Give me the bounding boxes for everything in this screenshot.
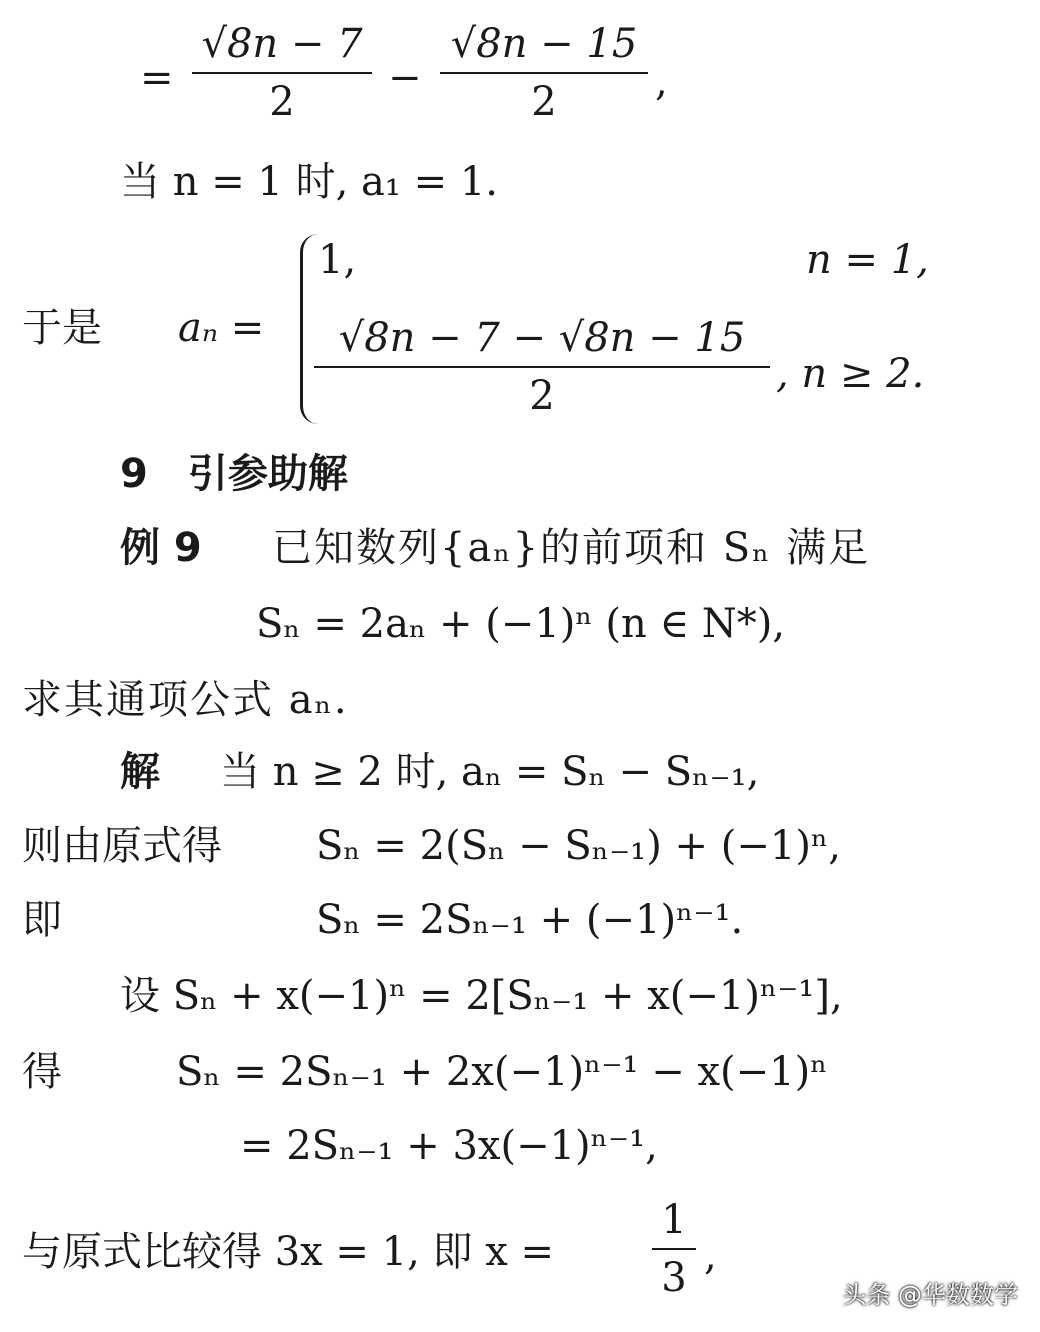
watermark: 头条 @华数数学 bbox=[842, 1281, 1018, 1309]
formula-line-12: = 2Sₙ₋₁ + 3x(−1)ⁿ⁻¹, bbox=[240, 1123, 658, 1169]
example-label: 例 9 bbox=[120, 525, 202, 571]
fraction-bar bbox=[440, 72, 648, 74]
case-2-fraction bbox=[314, 315, 770, 419]
fraction-denominator: 3 bbox=[661, 1255, 687, 1301]
minus-sign: − bbox=[388, 55, 422, 101]
fraction-1-denominator: 2 bbox=[269, 79, 295, 125]
solution-label: 解 bbox=[120, 749, 160, 795]
comma: , bbox=[704, 1233, 717, 1279]
label-zeyouyuanshide: 则由原式得 bbox=[22, 823, 222, 869]
fraction-bar bbox=[314, 366, 770, 368]
fraction-numerator: 1 bbox=[661, 1197, 687, 1243]
formula-line-8: Sₙ = 2(Sₙ − Sₙ₋₁) + (−1)ⁿ, bbox=[316, 823, 841, 869]
case-1-value: 1, bbox=[318, 237, 357, 283]
example-text: 已知数列{aₙ}的前项和 Sₙ 满足 bbox=[272, 525, 871, 571]
label-de: 得 bbox=[22, 1049, 62, 1095]
formula-line-11: Sₙ = 2Sₙ₋₁ + 2x(−1)ⁿ⁻¹ − x(−1)ⁿ bbox=[176, 1049, 828, 1095]
fraction-bar bbox=[652, 1248, 696, 1250]
case-2-denominator: 2 bbox=[529, 373, 555, 419]
case-2-condition: , n ≥ 2. bbox=[776, 351, 925, 397]
example-question: 求其通项公式 aₙ. bbox=[22, 677, 349, 723]
example-formula: Sₙ = 2aₙ + (−1)ⁿ (n ∈ N*), bbox=[256, 601, 786, 647]
label-ji: 即 bbox=[22, 897, 62, 943]
fraction-2 bbox=[440, 21, 648, 125]
fraction-1 bbox=[192, 21, 372, 125]
text-line-13: 与原式比较得 3x = 1, 即 x = bbox=[22, 1229, 555, 1275]
equals-sign: = bbox=[140, 55, 174, 101]
an-lhs: aₙ = bbox=[178, 305, 265, 351]
formula-line-9: Sₙ = 2Sₙ₋₁ + (−1)ⁿ⁻¹. bbox=[316, 897, 744, 943]
fraction-bar bbox=[192, 72, 372, 74]
text-line-2: 当 n = 1 时, a₁ = 1. bbox=[120, 159, 499, 205]
fraction-2-denominator: 2 bbox=[531, 79, 557, 125]
formula-line-10: 设 Sₙ + x(−1)ⁿ = 2[Sₙ₋₁ + x(−1)ⁿ⁻¹], bbox=[120, 973, 843, 1019]
fraction-2-numerator: √8n − 15 bbox=[450, 21, 638, 67]
solution-text: 当 n ≥ 2 时, aₙ = Sₙ − Sₙ₋₁, bbox=[220, 749, 760, 795]
case-1-condition: n = 1, bbox=[806, 237, 929, 283]
section-heading: 9 引参助解 bbox=[120, 451, 348, 497]
fraction-1-numerator: √8n − 7 bbox=[201, 21, 363, 67]
fraction-one-third bbox=[652, 1197, 696, 1301]
case-2-numerator: √8n − 7 − √8n − 15 bbox=[338, 315, 746, 361]
label-yushi: 于是 bbox=[22, 305, 102, 351]
comma: , bbox=[655, 59, 668, 105]
